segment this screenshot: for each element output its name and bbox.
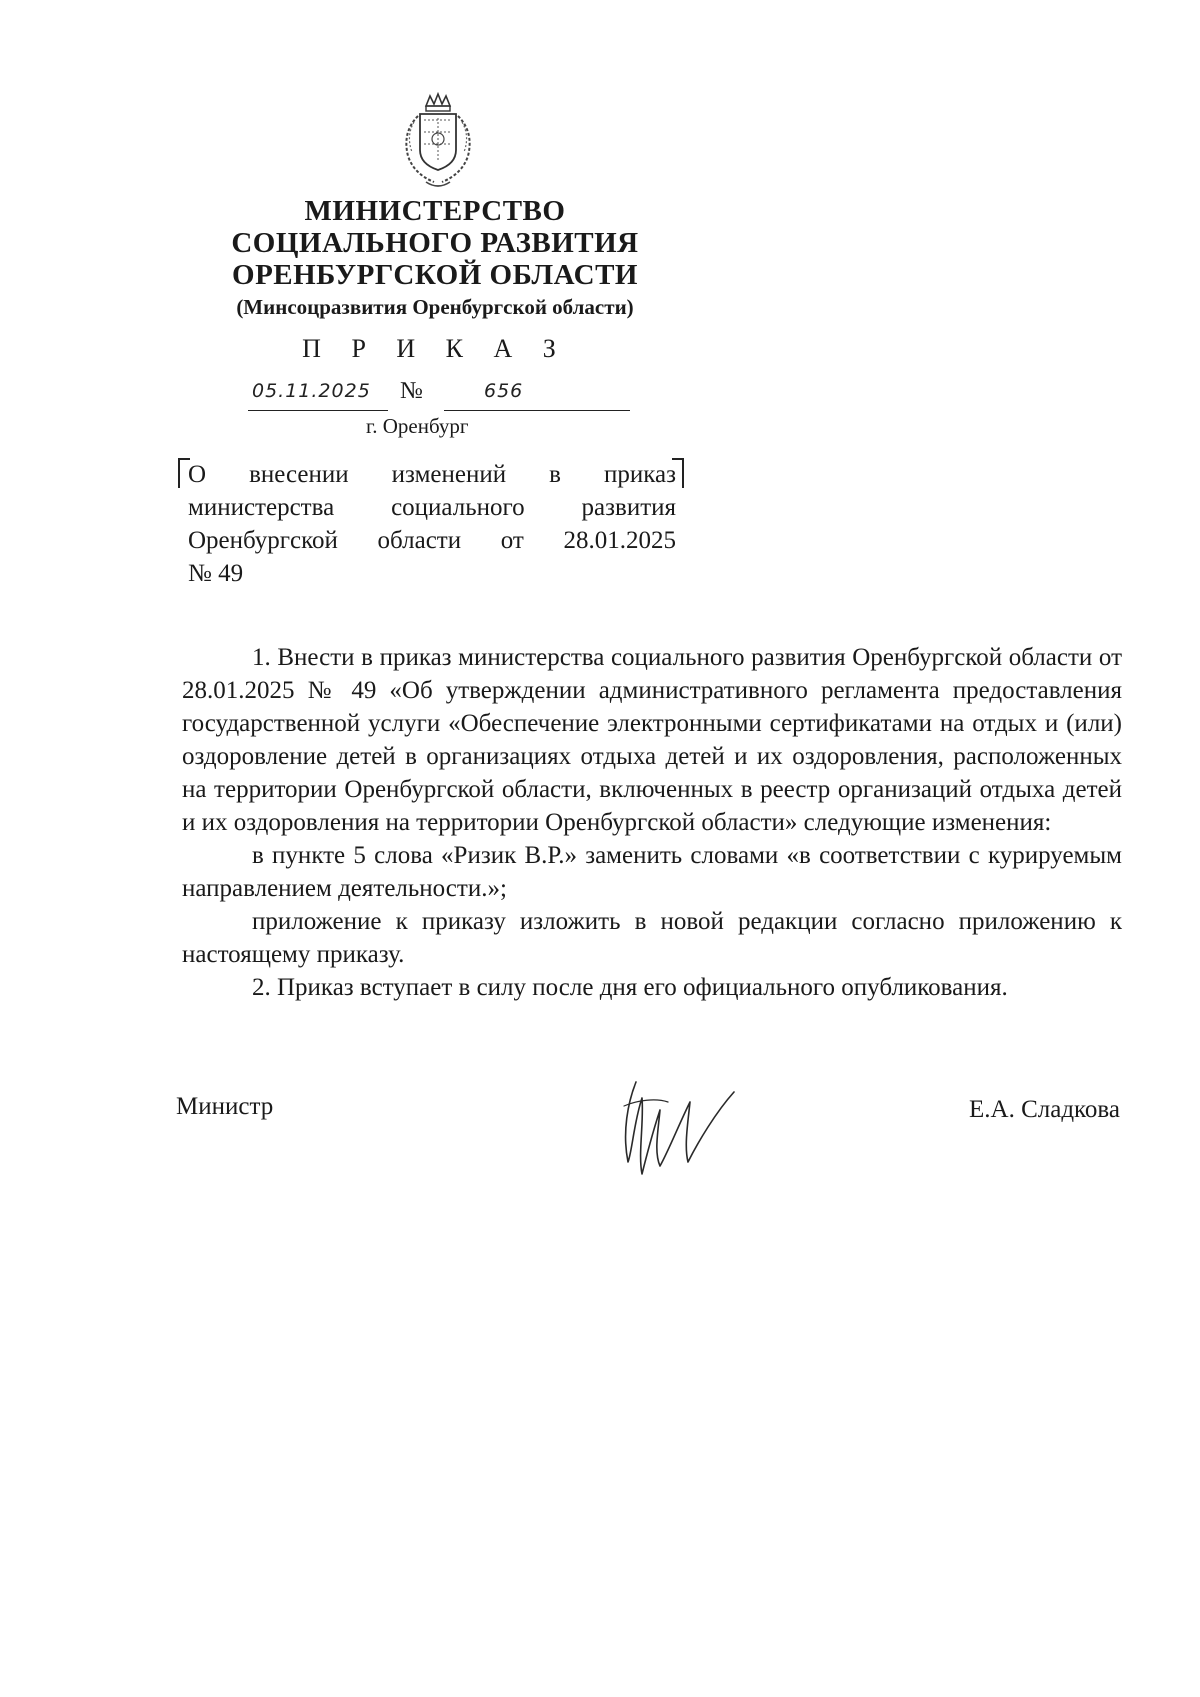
order-date: 05.11.2025 xyxy=(252,380,371,402)
handwritten-signature xyxy=(598,1062,738,1182)
order-number: 656 xyxy=(484,380,524,402)
body-paragraph: 2. Приказ вступает в силу после дня его официального опубликования. xyxy=(252,974,1008,1001)
signer-role: Министр xyxy=(176,1093,274,1120)
body-paragraph: в пункте 5 слова «Ризик В.Р.» заменить словами «в соответствии с курируемым направлением деятельности.»; xyxy=(182,842,1122,902)
signer-name: Е.А. Сладкова xyxy=(969,1096,1120,1123)
ministry-name-line-2: СОЦИАЛЬНОГО РАЗВИТИЯ xyxy=(231,227,639,259)
number-label: № xyxy=(400,378,423,404)
ministry-name-line-1: МИНИСТЕРСТВО xyxy=(304,195,566,227)
ministry-header xyxy=(150,195,720,321)
document-title: П Р И К А З xyxy=(302,334,568,363)
subject-line: Оренбургской области от 28.01.2025 xyxy=(188,527,676,554)
subject-line: О внесении изменений в приказ xyxy=(188,461,676,488)
order-body xyxy=(182,641,1122,1004)
ministry-abbreviation: (Минсоцразвития Оренбургской области) xyxy=(236,295,634,319)
body-paragraph: 1. Внести в приказ министерства социального развития Оренбургской области от 28.01.2025 № 49 «Об утверждении административного регламента предоставления государственной услуги «Обеспечение электронными сертификатами на отдых и (или) оздоровление детей в организациях отдыха детей и их оздоровления, расположенных на территории Оренбургской области, включенных в реестр организаций отдыха детей и их оздоровления на территории Оренбургской области» следующие изменения: xyxy=(182,644,1122,836)
order-subject xyxy=(188,458,676,590)
order-city: г. Оренбург xyxy=(366,414,469,438)
ministry-name-line-3: ОРЕНБУРГСКОЙ ОБЛАСТИ xyxy=(232,259,638,291)
subject-line: № 49 xyxy=(188,560,244,587)
subject-line: министерства социального развития xyxy=(188,494,676,521)
body-paragraph: приложение к приказу изложить в новой редакции согласно приложению к настоящему приказу. xyxy=(182,908,1122,968)
number-underline xyxy=(444,386,630,411)
coat-of-arms-icon xyxy=(396,92,480,192)
